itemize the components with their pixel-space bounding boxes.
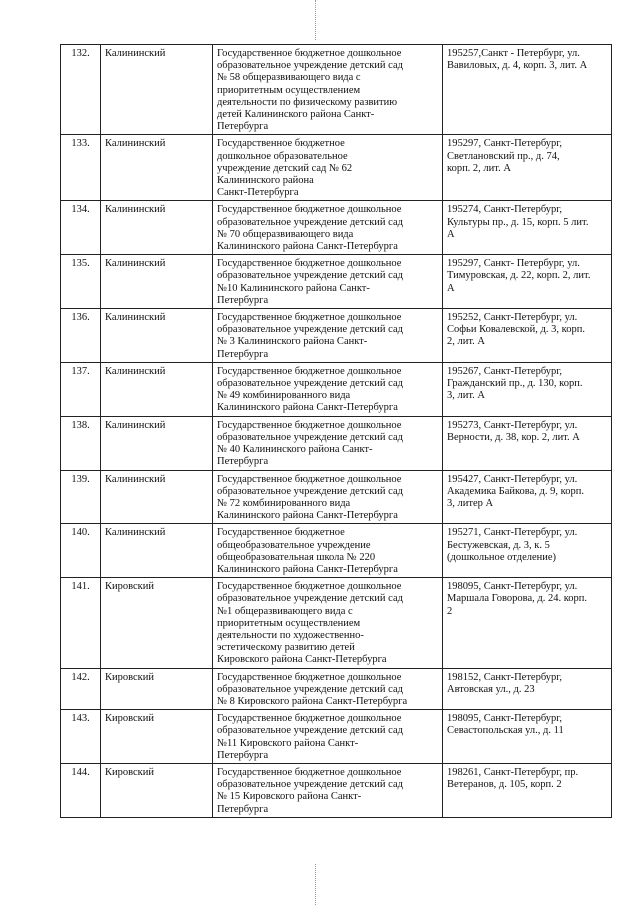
- institution-name-cell: Государственное бюджетное общеобразовательное учреждение общеобразовательная школа № 220 Калининского района Санкт-Петербурга: [213, 524, 443, 578]
- address-cell: 198095, Санкт-Петербург, Севастопольская ул., д. 11: [443, 710, 612, 764]
- row-number: 134.: [61, 201, 101, 255]
- fold-mark-top: [315, 0, 316, 40]
- address-cell: 195274, Санкт-Петербург, Культуры пр., д. 15, корп. 5 лит. А: [443, 201, 612, 255]
- address-cell: 195267, Санкт-Петербург, Гражданский пр., д. 130, корп. 3, лит. А: [443, 362, 612, 416]
- district-cell: Калининский: [101, 255, 213, 309]
- table-row: [61, 362, 612, 416]
- table-row: [61, 201, 612, 255]
- institution-name-cell: Государственное бюджетное дошкольное образовательное учреждение детский сад № 72 комбинированного вида Калининского района Санкт-Петербурга: [213, 470, 443, 524]
- table-row: [61, 763, 612, 817]
- institution-name-cell: Государственное бюджетное дошкольное образовательное учреждение детский сад № 70 общеразвивающего вида Калининского района Санкт-Петербурга: [213, 201, 443, 255]
- address-cell: 198152, Санкт-Петербург, Автовская ул., д. 23: [443, 668, 612, 710]
- address-cell: 195257,Санкт - Петербург, ул. Вавиловых, д. 4, корп. 3, лит. А: [443, 45, 612, 135]
- institution-name-cell: Государственное бюджетное дошкольное образовательное учреждение детский сад № 58 общеразвивающего вида с приоритетным осуществлением деятельности по физическому развитию детей Калининского района Санкт- Петербурга: [213, 45, 443, 135]
- table-row: [61, 309, 612, 363]
- row-number: 140.: [61, 524, 101, 578]
- district-cell: Калининский: [101, 470, 213, 524]
- row-number: 138.: [61, 416, 101, 470]
- institution-name-cell: Государственное бюджетное дошкольное образовательное учреждение детский сад № 15 Кировского района Санкт- Петербурга: [213, 763, 443, 817]
- row-number: 132.: [61, 45, 101, 135]
- table-row: [61, 135, 612, 201]
- district-cell: Кировский: [101, 578, 213, 668]
- table-row: [61, 470, 612, 524]
- row-number: 133.: [61, 135, 101, 201]
- address-cell: 198261, Санкт-Петербург, пр. Ветеранов, д. 105, корп. 2: [443, 763, 612, 817]
- institution-name-cell: Государственное бюджетное дошкольное образовательное учреждение детский сад № 8 Кировского района Санкт-Петербурга: [213, 668, 443, 710]
- table-row: [61, 578, 612, 668]
- district-cell: Калининский: [101, 135, 213, 201]
- row-number: 143.: [61, 710, 101, 764]
- institutions-table-body: [61, 45, 612, 818]
- district-cell: Кировский: [101, 668, 213, 710]
- row-number: 135.: [61, 255, 101, 309]
- district-cell: Калининский: [101, 524, 213, 578]
- address-cell: 195273, Санкт-Петербург, ул. Верности, д. 38, кор. 2, лит. А: [443, 416, 612, 470]
- row-number: 142.: [61, 668, 101, 710]
- row-number: 136.: [61, 309, 101, 363]
- district-cell: Калининский: [101, 45, 213, 135]
- table-row: [61, 524, 612, 578]
- district-cell: Калининский: [101, 416, 213, 470]
- district-cell: Кировский: [101, 710, 213, 764]
- address-cell: 195297, Санкт- Петербург, ул. Тимуровская, д. 22, корп. 2, лит. А: [443, 255, 612, 309]
- institution-name-cell: Государственное бюджетное дошкольное образовательное учреждение детский сад № 62 Калининского района Санкт-Петербурга: [213, 135, 443, 201]
- table-row: [61, 710, 612, 764]
- row-number: 137.: [61, 362, 101, 416]
- address-cell: 195297, Санкт-Петербург, Светлановский пр., д. 74, корп. 2, лит. А: [443, 135, 612, 201]
- district-cell: Калининский: [101, 362, 213, 416]
- district-cell: Кировский: [101, 763, 213, 817]
- district-cell: Калининский: [101, 309, 213, 363]
- address-cell: 195252, Санкт-Петербург, ул. Софьи Ковалевской, д. 3, корп. 2, лит. А: [443, 309, 612, 363]
- institutions-table: [60, 44, 612, 818]
- table-row: [61, 45, 612, 135]
- row-number: 139.: [61, 470, 101, 524]
- institution-name-cell: Государственное бюджетное дошкольное образовательное учреждение детский сад №1 общеразвивающего вида с приоритетным осуществлением деятельности по художественно- эстетическому развитию детей Кировского района Санкт-Петербурга: [213, 578, 443, 668]
- institution-name-cell: Государственное бюджетное дошкольное образовательное учреждение детский сад № 40 Калининского района Санкт- Петербурга: [213, 416, 443, 470]
- table-row: [61, 668, 612, 710]
- institution-name-cell: Государственное бюджетное дошкольное образовательное учреждение детский сад № 3 Калининского района Санкт- Петербурга: [213, 309, 443, 363]
- row-number: 144.: [61, 763, 101, 817]
- row-number: 141.: [61, 578, 101, 668]
- district-cell: Калининский: [101, 201, 213, 255]
- institution-name-cell: Государственное бюджетное дошкольное образовательное учреждение детский сад №10 Калининского района Санкт- Петербурга: [213, 255, 443, 309]
- address-cell: 195427, Санкт-Петербург, ул. Академика Байкова, д. 9, корп. 3, литер А: [443, 470, 612, 524]
- address-cell: 198095, Санкт-Петербург, ул. Маршала Говорова, д. 24. корп. 2: [443, 578, 612, 668]
- table-row: [61, 255, 612, 309]
- institution-name-cell: Государственное бюджетное дошкольное образовательное учреждение детский сад № 49 комбинированного вида Калининского района Санкт-Петербурга: [213, 362, 443, 416]
- institution-name-cell: Государственное бюджетное дошкольное образовательное учреждение детский сад №11 Кировского района Санкт- Петербурга: [213, 710, 443, 764]
- table-row: [61, 416, 612, 470]
- fold-mark-bottom: [315, 864, 316, 905]
- address-cell: 195271, Санкт-Петербург, ул. Бестужевская, д. 3, к. 5 (дошкольное отделение): [443, 524, 612, 578]
